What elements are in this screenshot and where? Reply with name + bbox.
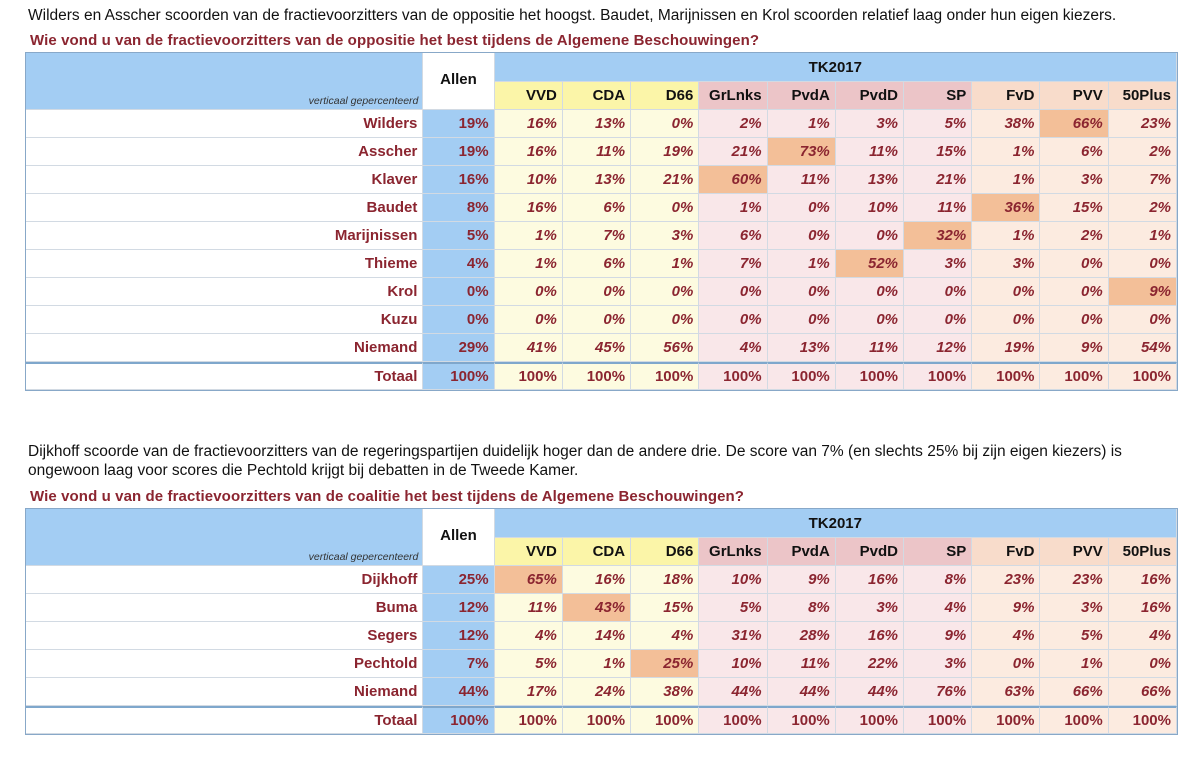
column-header-party: VVD: [495, 538, 563, 566]
table-cell: 5%: [495, 650, 563, 678]
cell-allen: 8%: [423, 194, 494, 222]
table-cell: 66%: [1109, 678, 1177, 706]
column-header-party: SP: [904, 82, 972, 110]
column-header-party: D66: [631, 538, 699, 566]
table-cell: 22%: [836, 650, 904, 678]
column-header-party: SP: [904, 538, 972, 566]
column-header-party: GrLnks: [699, 82, 767, 110]
table-cell: 44%: [699, 678, 767, 706]
table-cell: 4%: [631, 622, 699, 650]
header-row-group: [26, 509, 1177, 538]
table-cell: 17%: [495, 678, 563, 706]
table-cell: 31%: [699, 622, 767, 650]
table-cell: 9%: [1109, 278, 1177, 306]
table-cell: 15%: [631, 594, 699, 622]
table-cell: 0%: [768, 306, 836, 334]
column-header-party: PVV: [1040, 82, 1108, 110]
table-cell: 16%: [836, 622, 904, 650]
table-cell: 0%: [904, 306, 972, 334]
column-header-party: PvdD: [836, 538, 904, 566]
table-cell: 100%: [1040, 706, 1108, 734]
table-cell: 0%: [836, 278, 904, 306]
table-cell: 10%: [699, 650, 767, 678]
corner-label: verticaal gepercenteerd: [26, 509, 423, 566]
table-cell: 0%: [631, 194, 699, 222]
table-cell: 1%: [699, 194, 767, 222]
table-cell: 3%: [904, 650, 972, 678]
table-cell: 63%: [972, 678, 1040, 706]
table-cell: 0%: [972, 650, 1040, 678]
table-row: [26, 166, 1177, 194]
table-cell: 9%: [904, 622, 972, 650]
column-header-party: PvdD: [836, 82, 904, 110]
table-cell: 100%: [904, 706, 972, 734]
table-cell: 52%: [836, 250, 904, 278]
table-cell: 3%: [836, 110, 904, 138]
table-row: [26, 678, 1177, 706]
table-cell: 0%: [1109, 306, 1177, 334]
table-cell: 4%: [699, 334, 767, 362]
table-cell: 2%: [1040, 222, 1108, 250]
table-cell: 11%: [768, 166, 836, 194]
row-label: Niemand: [26, 678, 423, 706]
row-label: Dijkhoff: [26, 566, 423, 594]
table-cell: 32%: [904, 222, 972, 250]
table-cell: 73%: [768, 138, 836, 166]
table-cell: 12%: [904, 334, 972, 362]
cell-allen: 5%: [423, 222, 494, 250]
table-cell: 15%: [904, 138, 972, 166]
cell-allen: 4%: [423, 250, 494, 278]
table-cell: 16%: [495, 138, 563, 166]
table-row: [26, 306, 1177, 334]
header-row-group: [26, 53, 1177, 82]
table-cell: 3%: [1040, 594, 1108, 622]
table-cell: 100%: [904, 362, 972, 390]
table-cell: 2%: [1109, 138, 1177, 166]
row-label: Marijnissen: [26, 222, 423, 250]
table-cell: 0%: [563, 306, 631, 334]
table-cell: 23%: [972, 566, 1040, 594]
table-cell: 100%: [836, 362, 904, 390]
column-header-party: FvD: [972, 82, 1040, 110]
table-cell: 0%: [1109, 650, 1177, 678]
cell-allen: 7%: [423, 650, 494, 678]
table-cell: 15%: [1040, 194, 1108, 222]
table-row: [26, 650, 1177, 678]
table-cell: 11%: [768, 650, 836, 678]
table-cell: 38%: [631, 678, 699, 706]
table-cell: 0%: [699, 306, 767, 334]
table-cell: 65%: [495, 566, 563, 594]
table-cell: 7%: [563, 222, 631, 250]
table-cell: 0%: [836, 222, 904, 250]
table-cell: 1%: [563, 650, 631, 678]
table-cell: 66%: [1040, 678, 1108, 706]
table-cell: 100%: [1109, 362, 1177, 390]
cell-allen: 29%: [423, 334, 494, 362]
cell-allen: 25%: [423, 566, 494, 594]
table-opposition: [25, 52, 1178, 391]
table-cell: 11%: [904, 194, 972, 222]
table-cell: 23%: [1040, 566, 1108, 594]
table-cell: 2%: [699, 110, 767, 138]
row-label: Pechtold: [26, 650, 423, 678]
table-coalition: [25, 508, 1178, 735]
table-cell: 2%: [1109, 194, 1177, 222]
table-cell: 44%: [836, 678, 904, 706]
column-group-header: TK2017: [495, 53, 1177, 82]
table-cell: 3%: [904, 250, 972, 278]
table-cell: 16%: [495, 110, 563, 138]
table-cell: 100%: [563, 706, 631, 734]
cell-allen: 0%: [423, 278, 494, 306]
table-cell: 44%: [768, 678, 836, 706]
table-cell: 0%: [563, 278, 631, 306]
cell-allen: 12%: [423, 622, 494, 650]
table-row: [26, 622, 1177, 650]
table-cell: 4%: [972, 622, 1040, 650]
table-cell: 13%: [768, 334, 836, 362]
table-cell: 100%: [1040, 362, 1108, 390]
table-cell: 0%: [1040, 306, 1108, 334]
table-cell: 5%: [699, 594, 767, 622]
table-cell: 13%: [563, 110, 631, 138]
table-cell: 54%: [1109, 334, 1177, 362]
table-cell: 0%: [904, 278, 972, 306]
table-cell: 23%: [1109, 110, 1177, 138]
cell-allen: 19%: [423, 138, 494, 166]
table-cell: 8%: [768, 594, 836, 622]
table-cell: 100%: [563, 362, 631, 390]
column-header-party: PvdA: [768, 538, 836, 566]
table-cell: 9%: [1040, 334, 1108, 362]
row-label: Buma: [26, 594, 423, 622]
table-cell: 0%: [768, 194, 836, 222]
table-cell: 19%: [631, 138, 699, 166]
table-cell: 41%: [495, 334, 563, 362]
table-cell: 3%: [631, 222, 699, 250]
table-cell: 100%: [699, 362, 767, 390]
table-cell: 100%: [836, 706, 904, 734]
table-cell: 0%: [1040, 278, 1108, 306]
table-cell: 19%: [972, 334, 1040, 362]
table-cell: 1%: [631, 250, 699, 278]
table-cell: 25%: [631, 650, 699, 678]
table-cell: 9%: [972, 594, 1040, 622]
table-cell: 4%: [1109, 622, 1177, 650]
table-cell: 14%: [563, 622, 631, 650]
table-cell: 16%: [495, 194, 563, 222]
table-cell: 3%: [1040, 166, 1108, 194]
table-cell: 100%: [768, 706, 836, 734]
table-cell: 0%: [495, 278, 563, 306]
cell-allen: 100%: [423, 362, 494, 390]
row-label: Niemand: [26, 334, 423, 362]
column-header-party: D66: [631, 82, 699, 110]
table-cell: 11%: [495, 594, 563, 622]
row-label: Asscher: [26, 138, 423, 166]
table-cell: 100%: [972, 362, 1040, 390]
table-row: [26, 110, 1177, 138]
table-row: [26, 250, 1177, 278]
column-group-header: TK2017: [495, 509, 1177, 538]
column-header-party: PvdA: [768, 82, 836, 110]
table-cell: 1%: [972, 166, 1040, 194]
table-cell: 1%: [495, 250, 563, 278]
total-row: [26, 706, 1177, 734]
table-cell: 6%: [563, 250, 631, 278]
table-cell: 16%: [563, 566, 631, 594]
table-cell: 100%: [1109, 706, 1177, 734]
table-cell: 100%: [768, 362, 836, 390]
table-cell: 0%: [631, 110, 699, 138]
table-cell: 18%: [631, 566, 699, 594]
table-cell: 10%: [836, 194, 904, 222]
table-cell: 0%: [699, 278, 767, 306]
table-cell: 1%: [972, 138, 1040, 166]
column-header-party: VVD: [495, 82, 563, 110]
table-cell: 10%: [495, 166, 563, 194]
intro-text-opposition: Wilders en Asscher scoorden van de fractievoorzitters van de oppositie het hoogst. Baudet, Marijnissen en Krol scoorden relatief laag onder hun eigen kiezers.: [28, 7, 1117, 24]
column-header-party: CDA: [563, 538, 631, 566]
table-cell: 1%: [768, 110, 836, 138]
row-label: Segers: [26, 622, 423, 650]
total-row: [26, 362, 1177, 390]
table-cell: 16%: [1109, 566, 1177, 594]
table-cell: 16%: [836, 566, 904, 594]
cell-allen: 16%: [423, 166, 494, 194]
table-cell: 16%: [1109, 594, 1177, 622]
row-label: Totaal: [26, 706, 423, 734]
table-cell: 56%: [631, 334, 699, 362]
question-opposition: Wie vond u van de fractievoorzitters van de oppositie het best tijdens de Algemene Beschouwingen?: [30, 32, 760, 49]
row-label: Baudet: [26, 194, 423, 222]
column-header-allen: Allen: [423, 53, 494, 110]
table-row: [26, 222, 1177, 250]
row-label: Klaver: [26, 166, 423, 194]
table-cell: 0%: [972, 278, 1040, 306]
table-row: [26, 138, 1177, 166]
table-cell: 0%: [1109, 250, 1177, 278]
table-cell: 43%: [563, 594, 631, 622]
column-header-party: PVV: [1040, 538, 1108, 566]
intro-text-coalition: Dijkhoff scoorde van de fractievoorzitters van de regeringspartijen duidelijk hoger dan de andere drie. De score van 7% (en slechts 25% bij zijn eigen kiezers) is ongewoon laag voor scores die Pechtold krijgt bij debatten in de Tweede Kamer.: [28, 443, 1122, 479]
table-cell: 100%: [631, 706, 699, 734]
table-cell: 11%: [836, 334, 904, 362]
table-cell: 21%: [631, 166, 699, 194]
table-cell: 4%: [904, 594, 972, 622]
table-cell: 21%: [699, 138, 767, 166]
table-cell: 0%: [836, 306, 904, 334]
table-cell: 0%: [631, 278, 699, 306]
table-cell: 1%: [1040, 650, 1108, 678]
table-cell: 5%: [1040, 622, 1108, 650]
table-cell: 100%: [495, 362, 563, 390]
table-cell: 13%: [563, 166, 631, 194]
cell-allen: 44%: [423, 678, 494, 706]
cell-allen: 12%: [423, 594, 494, 622]
cell-allen: 19%: [423, 110, 494, 138]
question-coalition: Wie vond u van de fractievoorzitters van de coalitie het best tijdens de Algemene Beschouwingen?: [30, 488, 745, 505]
table-row: [26, 594, 1177, 622]
column-header-party: 50Plus: [1109, 538, 1177, 566]
table-cell: 7%: [1109, 166, 1177, 194]
table-cell: 1%: [768, 250, 836, 278]
table-cell: 36%: [972, 194, 1040, 222]
table-row: [26, 334, 1177, 362]
table-cell: 66%: [1040, 110, 1108, 138]
table-cell: 3%: [972, 250, 1040, 278]
column-header-party: CDA: [563, 82, 631, 110]
corner-label: verticaal gepercenteerd: [26, 53, 423, 110]
table-cell: 24%: [563, 678, 631, 706]
table-cell: 7%: [699, 250, 767, 278]
table-cell: 13%: [836, 166, 904, 194]
table-cell: 38%: [972, 110, 1040, 138]
column-header-party: FvD: [972, 538, 1040, 566]
row-label: Thieme: [26, 250, 423, 278]
table-cell: 8%: [904, 566, 972, 594]
table-cell: 6%: [699, 222, 767, 250]
table-cell: 76%: [904, 678, 972, 706]
table-cell: 100%: [631, 362, 699, 390]
table-cell: 0%: [768, 222, 836, 250]
table-cell: 0%: [972, 306, 1040, 334]
table-cell: 0%: [631, 306, 699, 334]
table-cell: 0%: [495, 306, 563, 334]
table-cell: 28%: [768, 622, 836, 650]
cell-allen: 100%: [423, 706, 494, 734]
table-cell: 10%: [699, 566, 767, 594]
column-header-party: GrLnks: [699, 538, 767, 566]
table-cell: 0%: [768, 278, 836, 306]
table-cell: 1%: [972, 222, 1040, 250]
table-cell: 100%: [495, 706, 563, 734]
table-cell: 11%: [836, 138, 904, 166]
row-label: Kuzu: [26, 306, 423, 334]
table-cell: 3%: [836, 594, 904, 622]
table-cell: 60%: [699, 166, 767, 194]
table-cell: 6%: [1040, 138, 1108, 166]
table-row: [26, 194, 1177, 222]
row-label: Wilders: [26, 110, 423, 138]
column-header-party: 50Plus: [1109, 82, 1177, 110]
table-cell: 5%: [904, 110, 972, 138]
table-cell: 45%: [563, 334, 631, 362]
results-table: [25, 508, 1178, 735]
table-cell: 100%: [972, 706, 1040, 734]
table-row: [26, 566, 1177, 594]
cell-allen: 0%: [423, 306, 494, 334]
table-cell: 1%: [1109, 222, 1177, 250]
row-label: Totaal: [26, 362, 423, 390]
results-table: [25, 52, 1178, 391]
table-cell: 11%: [563, 138, 631, 166]
table-row: [26, 278, 1177, 306]
table-cell: 0%: [1040, 250, 1108, 278]
table-cell: 1%: [495, 222, 563, 250]
row-label: Krol: [26, 278, 423, 306]
table-cell: 9%: [768, 566, 836, 594]
table-cell: 100%: [699, 706, 767, 734]
table-cell: 4%: [495, 622, 563, 650]
table-cell: 21%: [904, 166, 972, 194]
column-header-allen: Allen: [423, 509, 494, 566]
table-cell: 6%: [563, 194, 631, 222]
